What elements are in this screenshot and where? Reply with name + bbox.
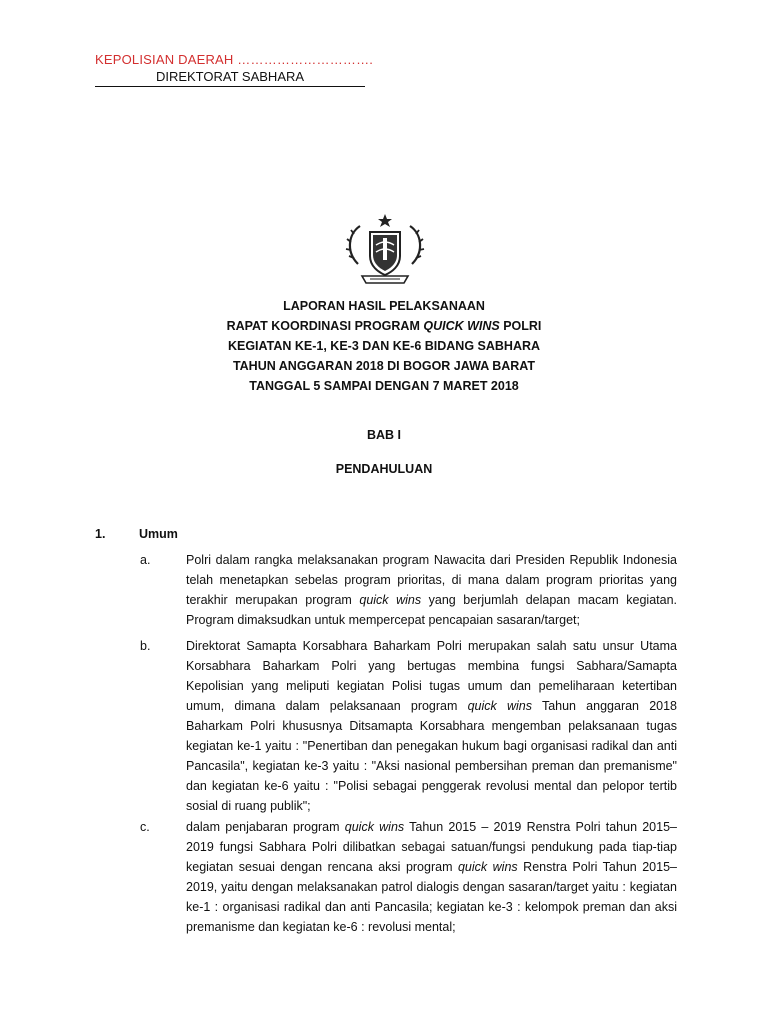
title-line-4: TAHUN ANGGARAN 2018 DI BOGOR JAWA BARAT: [232, 359, 536, 373]
letterhead-directorate: DIREKTORAT SABHARA: [95, 69, 365, 87]
section-heading: [95, 527, 178, 541]
title-line-1: LAPORAN HASIL PELAKSANAAN: [283, 299, 485, 313]
police-emblem-icon: [340, 212, 430, 286]
italic-term: quick wins: [457, 860, 518, 874]
section-number: 1.: [95, 527, 106, 541]
title-line-2-post: POLRI: [499, 319, 542, 333]
text-part: Polri dalam rangka melaksanakan program Nawacita dari Presiden Republik Indonesia telah menetapkan sebelas program prioritas, di mana dalam program prioritas yang terakhir merupakan program: [186, 553, 677, 607]
list-item-letter: c.: [140, 820, 150, 834]
title-line-2: [150, 316, 618, 336]
list-item-text: [186, 636, 677, 816]
text-part: Renstra Polri Tahun 2015–2019, yaitu dengan melaksanakan patrol dialogis dengan sasaran/target yaitu : kegiatan ke-1 : organisasi radikal dan anti Pancasila; kegiatan ke-3 : kelompok preman dan aksi premanisme dan kegiatan ke-6 : revolusi mental;: [186, 860, 677, 934]
title-line-5: TANGGAL 5 SAMPAI DENGAN 7 MARET 2018: [249, 379, 519, 393]
italic-term: quick wins: [359, 593, 422, 607]
text-part: Tahun anggaran 2018 Baharkam Polri khususnya Ditsamapta Korsabhara mengemban pelaksanaan tugas kegiatan ke-1 yaitu : "Penertiban dan penegakan hukum bagi organisasi radikal dan anti Pancasila", kegiatan ke-3 yaitu : "Aksi nasional pembersihan preman dan premanisme" dan kegiatan ke-6 yaitu : "Polisi sebagai penggerak revolusi mental dan pelopor tertib sosial di ruang publik";: [186, 699, 677, 813]
letterhead: [95, 52, 374, 87]
list-item-c: [140, 817, 677, 937]
chapter-title: PENDAHULUAN: [335, 462, 433, 476]
list-item-text: [186, 817, 677, 937]
title-line-2-italic: QUICK WINS: [423, 319, 500, 333]
list-item-letter: b.: [140, 639, 151, 653]
text-part: Direktorat Samapta Korsabhara Baharkam Polri merupakan salah satu unsur Utama Korsabhara Baharkam Polri yang bertugas membina fungsi Sabhara/Samapta Kepolisian yang meliputi kegiatan Polisi tugas umum dan pemeliharaan ketertiban umum, dimana dalam pelaksanaan program: [186, 639, 677, 713]
title-line-3: KEGIATAN KE-1, KE-3 DAN KE-6 BIDANG SABHARA: [227, 339, 541, 353]
section-title: Umum: [139, 527, 178, 541]
letterhead-institution: KEPOLISIAN DAERAH ………………………….: [95, 52, 374, 67]
italic-term: quick wins: [344, 820, 405, 834]
title-line-2-pre: RAPAT KOORDINASI PROGRAM: [226, 319, 424, 333]
list-item-a: [140, 550, 677, 630]
text-part: dalam penjabaran program: [186, 820, 345, 834]
text-part: Tahun 2015 – 2019 Renstra Polri tahun 2015–2019 fungsi Sabhara Polri dilibatkan sebagai satuan/fungsi pendukung pada tiap-tiap kegiatan sesuai dengan rencana aksi program: [186, 820, 677, 874]
text-part: yang berjumlah delapan macam kegiatan. Program dimaksudkan untuk mempercepat pencapaian sasaran/target;: [186, 593, 677, 627]
italic-term: quick wins: [467, 699, 532, 713]
list-item-b: [140, 636, 677, 816]
chapter-number: BAB I: [366, 428, 402, 442]
list-item-text: [186, 550, 677, 630]
list-item-letter: a.: [140, 553, 151, 567]
report-title: [150, 296, 618, 396]
